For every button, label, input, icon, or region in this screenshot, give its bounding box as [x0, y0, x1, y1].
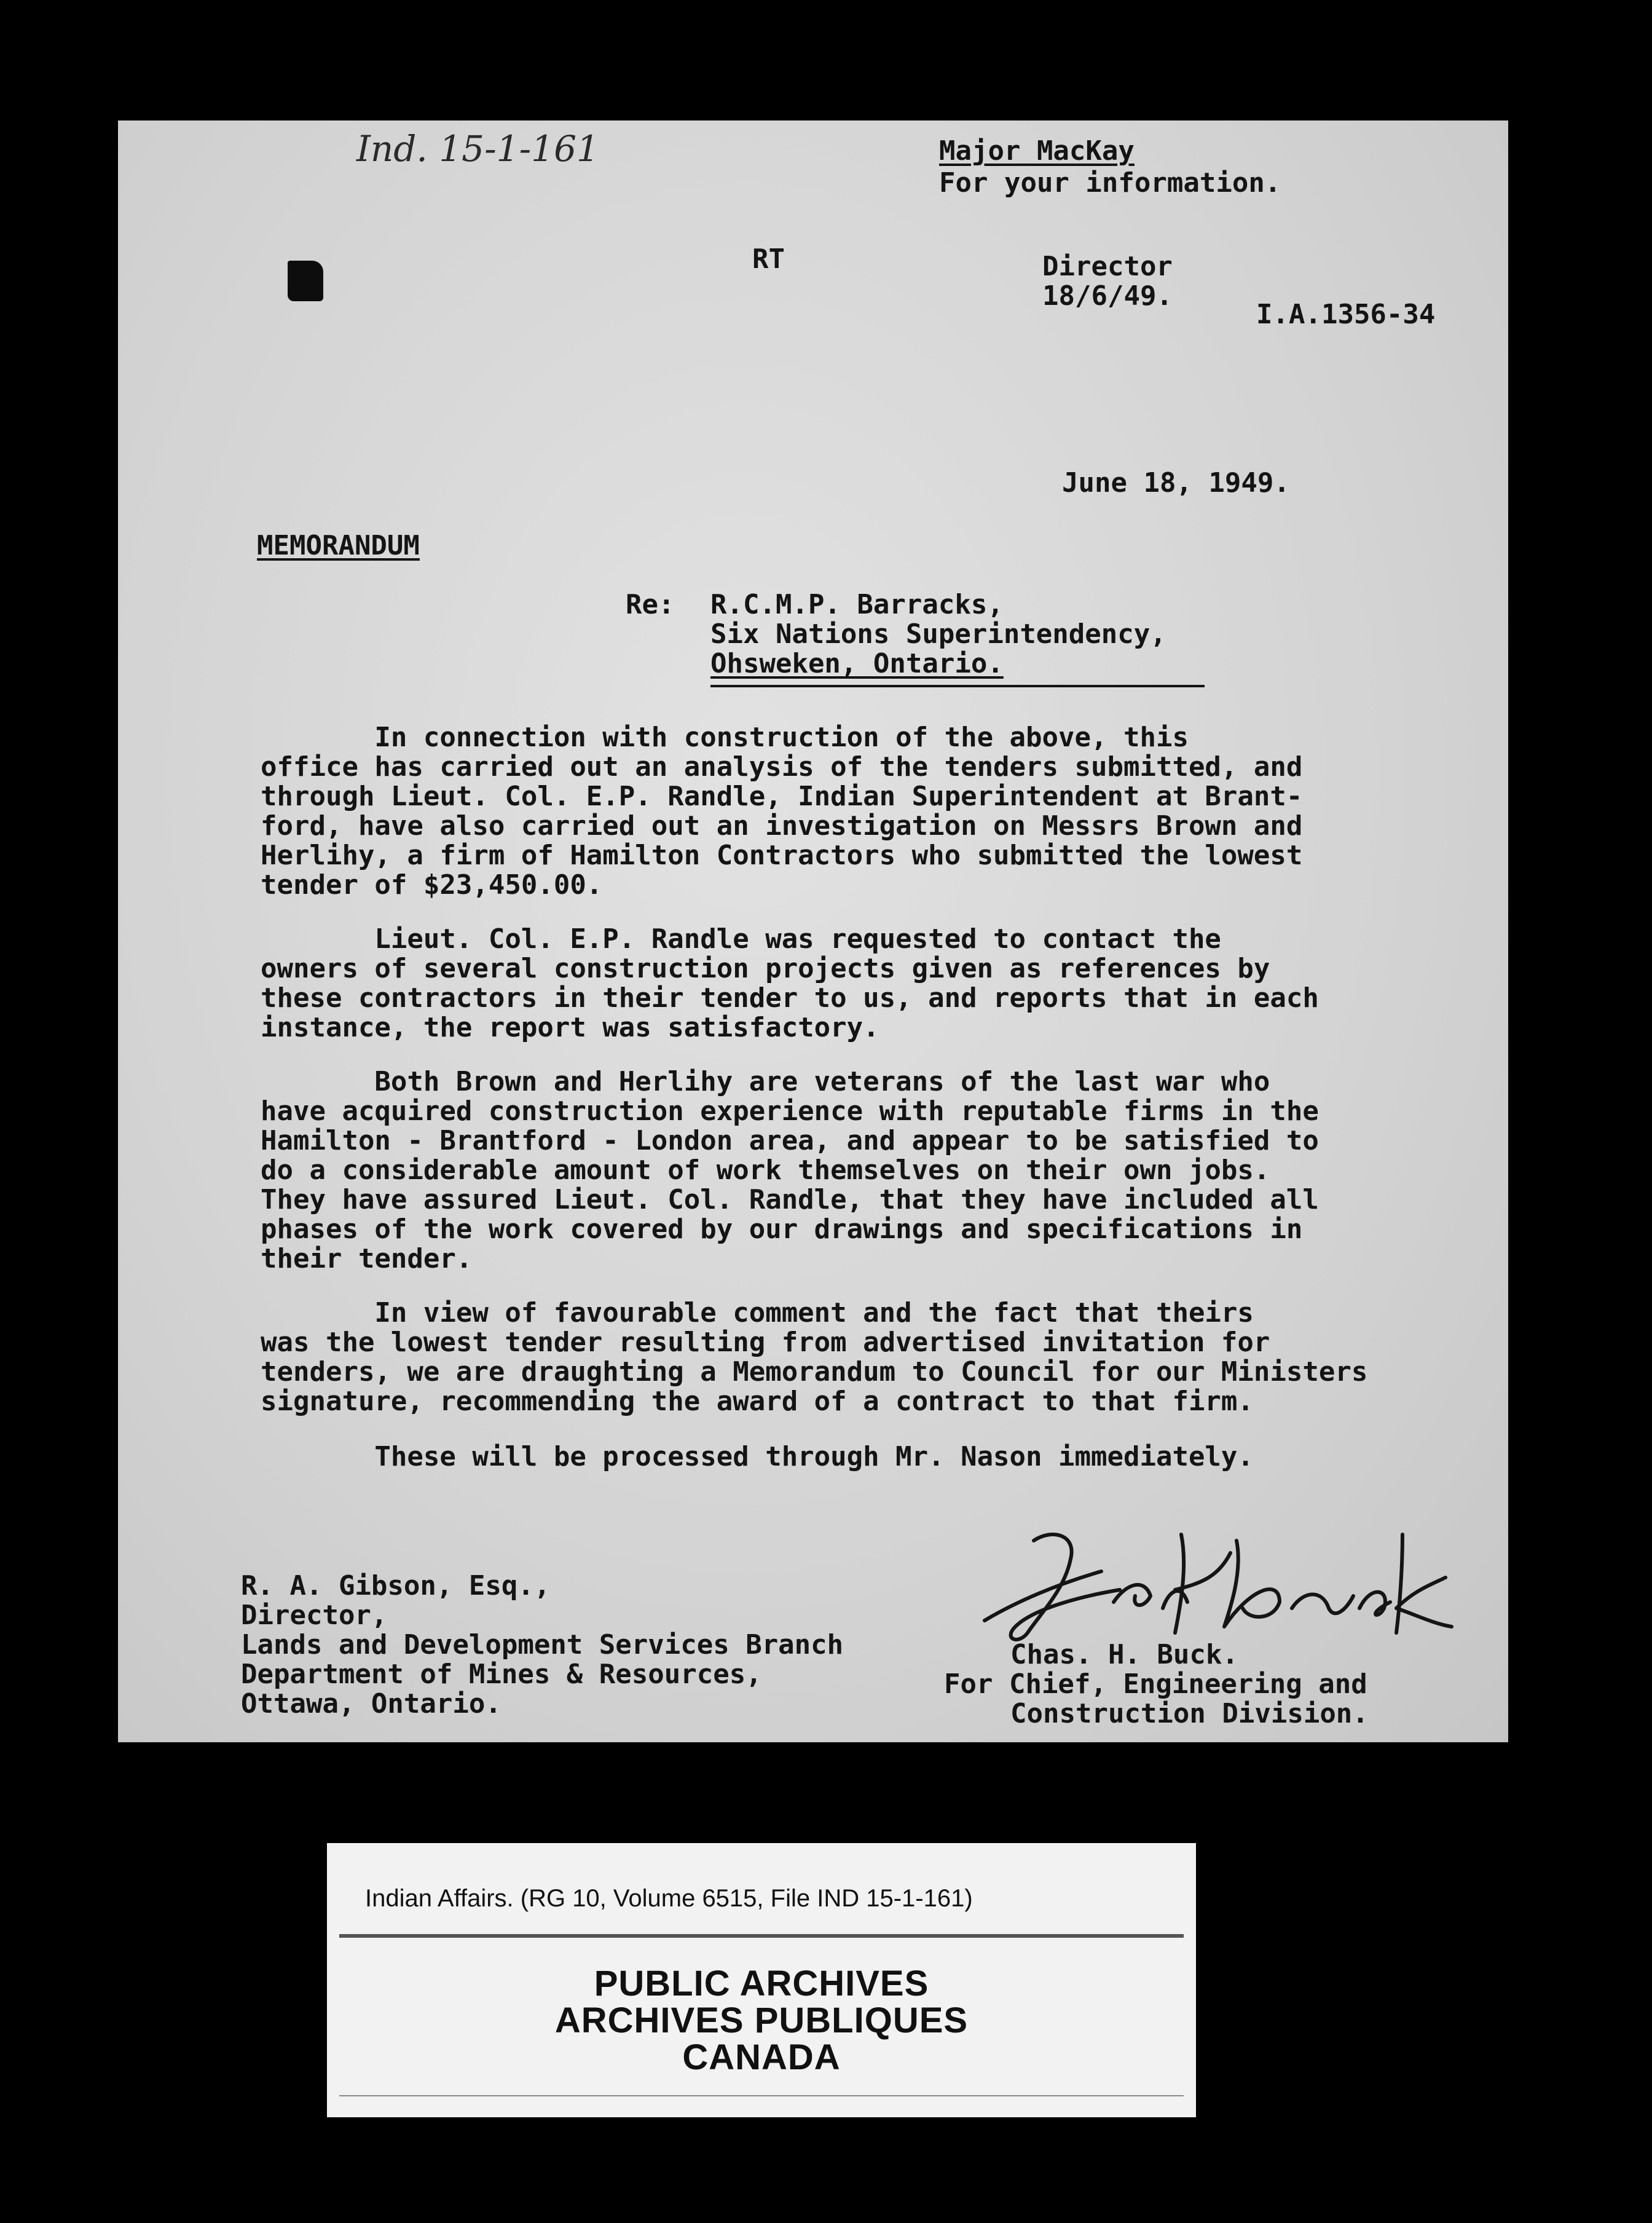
initials-mark: RT [752, 243, 785, 275]
archive-line-3: CANADA [682, 2037, 841, 2077]
director-date: 18/6/49. [1042, 280, 1173, 312]
paragraph-line: signature, recommending the award of a contract to that firm. [261, 1386, 1254, 1417]
director-label: Director [1042, 251, 1173, 282]
label-divider [339, 1934, 1184, 1938]
memo-document [118, 120, 1508, 1742]
paragraph-line: tenders, we are draughting a Memorandum to Council for our Ministers [261, 1356, 1368, 1388]
paragraph-line: their tender. [261, 1243, 473, 1274]
addressee-line: Director, [241, 1600, 388, 1631]
paragraph-line: In view of favourable comment and the fact that theirs [261, 1297, 1254, 1329]
addressee-line: Lands and Development Services Branch [241, 1629, 844, 1660]
paragraph-line: these contractors in their tender to us, and reports that in each [261, 982, 1319, 1014]
paragraph-line: They have assured Lieut. Col. Randle, that they have included all [261, 1184, 1319, 1215]
archive-line-1: PUBLIC ARCHIVES [594, 1964, 929, 2004]
ink-blot [288, 261, 323, 301]
addressee-line: R. A. Gibson, Esq., [241, 1570, 551, 1601]
archive-line-2: ARCHIVES PUBLIQUES [554, 2000, 969, 2040]
memo-date: June 18, 1949. [1062, 467, 1290, 499]
paragraph-line: Both Brown and Herlihy are veterans of the last war who [261, 1066, 1270, 1097]
file-reference: I.A.1356-34 [1256, 299, 1436, 330]
paragraph-line: ford, have also carried out an investigation on Messrs Brown and [261, 810, 1303, 842]
paragraph-line: through Lieut. Col. E.P. Randle, Indian Superintendent at Brant- [261, 781, 1303, 812]
paragraph-line: was the lowest tender resulting from advertised invitation for [261, 1327, 1270, 1358]
re-line-2: Six Nations Superintendency, [710, 618, 1166, 650]
paragraph-line: tender of $23,450.00. [261, 869, 603, 901]
paragraph-line: office has carried out an analysis of the tenders submitted, and [261, 751, 1303, 783]
paragraph-line: Lieut. Col. E.P. Randle was requested to contact the [261, 923, 1221, 955]
re-underline [710, 685, 1205, 687]
archive-reference: Indian Affairs. (RG 10, Volume 6515, File IND 15-1-161) [365, 1885, 973, 1912]
re-label: Re: [626, 589, 675, 620]
label-bottom-rule [339, 2095, 1184, 2096]
signatory-line: Construction Division. [1010, 1698, 1369, 1729]
addressee-line: Ottawa, Ontario. [241, 1688, 502, 1720]
paragraph-line: Herlihy, a firm of Hamilton Contractors who submitted the lowest [261, 840, 1303, 871]
routing-note: For your information. [939, 167, 1281, 199]
paragraph-line: phases of the work covered by our drawings and specifications in [261, 1214, 1303, 1245]
paragraph-line: do a considerable amount of work themselves on their own jobs. [261, 1155, 1270, 1186]
paragraph-line: These will be processed through Mr. Nason immediately. [261, 1441, 1254, 1472]
paragraph-line: have acquired construction experience with reputable firms in the [261, 1096, 1319, 1127]
paragraph-line: Hamilton - Brantford - London area, and appear to be satisfied to [261, 1125, 1319, 1156]
signatory-line: For Chief, Engineering and [944, 1668, 1367, 1700]
re-line-3: Ohsweken, Ontario. [710, 648, 1004, 679]
paragraph-line: In connection with construction of the above, this [261, 722, 1189, 753]
addressee-line: Department of Mines & Resources, [241, 1659, 762, 1690]
handwritten-signature [960, 1516, 1464, 1651]
handwritten-file-number: Ind. 15-1-161 [356, 128, 599, 170]
archive-label [327, 1843, 1196, 2117]
paragraph-line: instance, the report was satisfactory. [261, 1012, 879, 1043]
routing-recipient: Major MacKay [939, 135, 1135, 167]
memo-heading: MEMORANDUM [257, 530, 420, 561]
signatory-line: Chas. H. Buck. [1010, 1639, 1238, 1670]
re-line-1: R.C.M.P. Barracks, [710, 589, 1004, 620]
paragraph-line: owners of several construction projects given as references by [261, 953, 1270, 984]
